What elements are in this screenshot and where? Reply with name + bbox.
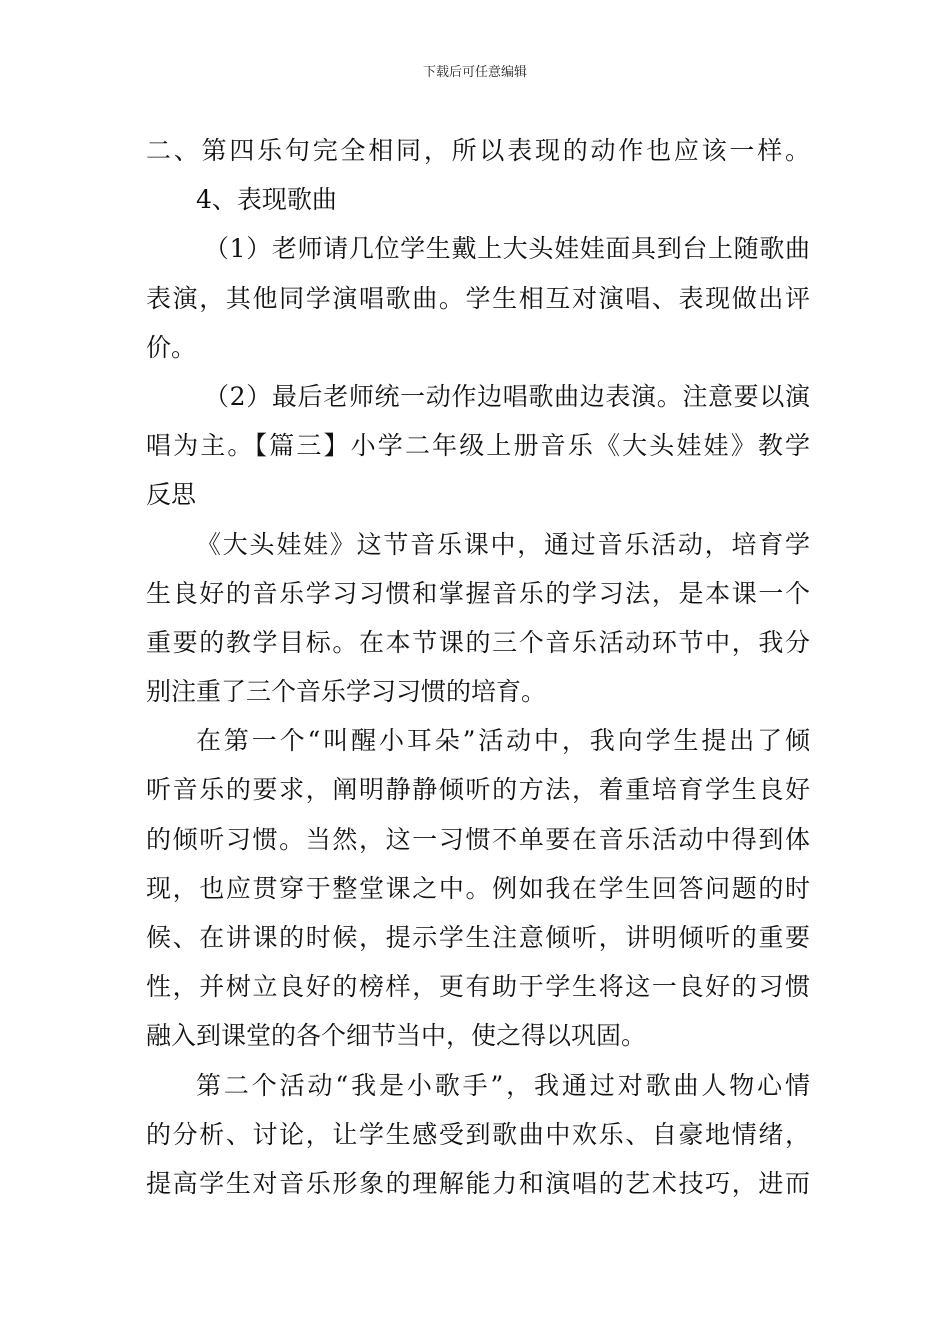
text-line: 二、第四乐句完全相同，所以表现的动作也应该一样。 xyxy=(146,136,810,165)
text-line: 的倾听习惯。当然，这一习惯不单要在音乐活动中得到体 xyxy=(146,824,810,854)
text-line: 唱为主。【篇三】小学二年级上册音乐《大头娃娃》教学 xyxy=(146,431,810,461)
text-line: （1）老师请几位学生戴上大头娃娃面具到台上随歌曲 xyxy=(204,234,810,264)
text-line: 重要的教学目标。在本节课的三个音乐活动环节中，我分 xyxy=(146,627,810,657)
text-line: 听音乐的要求，阐明静静倾听的方法，着重培育学生良好 xyxy=(146,775,810,805)
text-line: 候、在讲课的时候，提示学生注意倾听，讲明倾听的重要 xyxy=(146,923,810,952)
text-line: 现，也应贯穿于整堂课之中。例如我在学生回答问题的时 xyxy=(146,873,810,903)
text-line: 的分析、讨论，让学生感受到歌曲中欢乐、自豪地情绪， xyxy=(146,1119,810,1149)
page-header: 下载后可任意编辑 xyxy=(422,65,527,80)
text-line: 提高学生对音乐形象的理解能力和演唱的艺术技巧，进而 xyxy=(146,1168,810,1198)
text-line: 第二个活动“我是小歌手”，我通过对歌曲人物心情 xyxy=(196,1070,810,1100)
document-body xyxy=(146,126,810,1208)
text-line: 性，并树立良好的榜样，更有助于学生将这一良好的习惯 xyxy=(146,972,810,1002)
text-line: 表演，其他同学演唱歌曲。学生相互对演唱、表现做出评 xyxy=(146,283,810,313)
text-line: （2）最后老师统一动作边唱歌曲边表演。注意要以演 xyxy=(204,381,810,411)
text-line: 生良好的音乐学习习惯和掌握音乐的学习法，是本课一个 xyxy=(146,578,810,608)
text-line: 4、表现歌曲 xyxy=(196,185,337,215)
text-line: 融入到课堂的各个细节当中，使之得以巩固。 xyxy=(146,1021,647,1051)
text-line: 在第一个“叫醒小耳朵”活动中，我向学生提出了倾 xyxy=(196,726,810,756)
text-line: 反思 xyxy=(146,480,197,510)
text-line: 《大头娃娃》这节音乐课中，通过音乐活动，培育学 xyxy=(196,529,810,559)
text-line: 价。 xyxy=(146,332,197,362)
text-line: 别注重了三个音乐学习习惯的培育。 xyxy=(146,677,547,707)
